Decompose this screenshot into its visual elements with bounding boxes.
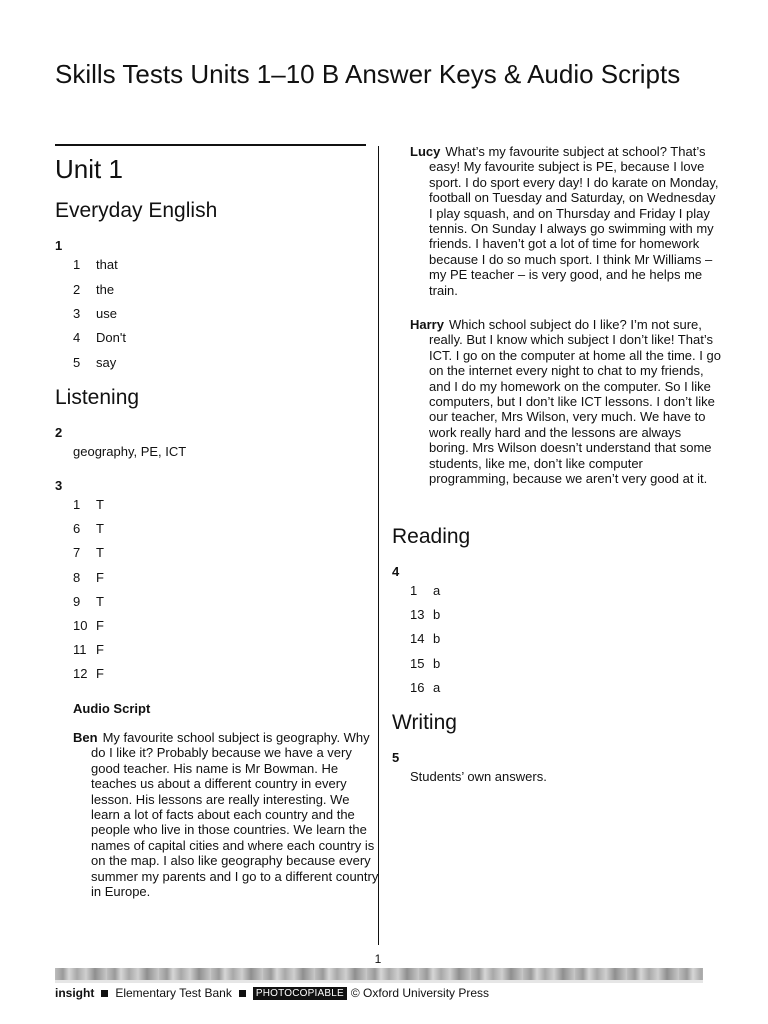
- answer-text: use: [96, 306, 117, 321]
- reading-heading: Reading: [392, 525, 471, 548]
- photocopiable-badge: PHOTOCOPIABLE: [253, 987, 347, 1000]
- answer-text: b: [433, 631, 441, 646]
- square-bullet-icon: [239, 990, 246, 997]
- speaker-name: Harry: [410, 317, 444, 332]
- answer-number: 1: [410, 583, 418, 598]
- answer-item: [73, 594, 104, 609]
- footer-image-band: [55, 968, 703, 980]
- footer: [55, 986, 489, 1000]
- footer-publisher: © Oxford University Press: [350, 986, 490, 1000]
- question-2-answer: geography, PE, ICT: [73, 444, 187, 459]
- answer-text: Don't: [96, 330, 126, 345]
- question-number-1: 1: [55, 238, 63, 253]
- answer-number: 14: [410, 631, 425, 646]
- answer-number: 1: [73, 497, 81, 512]
- answer-number: 3: [73, 306, 81, 321]
- answer-item: [410, 631, 440, 646]
- answer-text: a: [433, 583, 441, 598]
- answer-text: that: [96, 257, 118, 272]
- answer-number: 9: [73, 594, 81, 609]
- answer-item: [73, 257, 118, 272]
- speaker-name: Lucy: [410, 144, 441, 159]
- answer-number: 2: [73, 282, 81, 297]
- answer-number: 12: [73, 666, 88, 681]
- answer-text: T: [96, 545, 104, 560]
- answer-number: 11: [73, 642, 87, 657]
- speaker-text: My favourite school subject is geography. Why do I like it? Probably because we have a very good teacher. His name is Mr Bowman. He teaches us about a different country in every lesson. His lessons are really interesting. We learn a lot of facts about each country and the people who live in those countries. We learn the names of capital cities and where each country is on the map. I also like geography because every summer my parents and I go to a different country in Europe.: [91, 730, 379, 900]
- answer-item: [73, 521, 104, 536]
- answer-number: 16: [410, 680, 425, 695]
- square-bullet-icon: [101, 990, 108, 997]
- question-5-answer: Students’ own answers.: [410, 769, 547, 784]
- answer-text: T: [96, 521, 104, 536]
- answer-item: [410, 680, 440, 695]
- answer-number: 6: [73, 521, 81, 536]
- answer-number: 15: [410, 656, 425, 671]
- speaker-name: Ben: [73, 730, 98, 745]
- answer-item: [73, 570, 104, 585]
- answer-item: [73, 666, 104, 681]
- question-number-3: 3: [55, 478, 63, 493]
- answer-text: say: [96, 355, 117, 370]
- answer-text: T: [96, 594, 104, 609]
- answer-item: [73, 497, 104, 512]
- answer-item: [73, 618, 104, 633]
- answer-number: 4: [73, 330, 81, 345]
- script-paragraph-harry: [410, 317, 722, 486]
- answer-item: [73, 330, 126, 345]
- answer-number: 13: [410, 607, 425, 622]
- answer-item: [410, 656, 440, 671]
- question-number-5: 5: [392, 750, 400, 765]
- audio-script-heading: Audio Script: [73, 701, 151, 716]
- footer-book-title: Elementary Test Bank: [115, 986, 232, 1000]
- answer-text: F: [96, 666, 104, 681]
- answer-item: [73, 545, 104, 560]
- answer-number: 1: [73, 257, 81, 272]
- answer-item: [73, 355, 116, 370]
- answer-number: 7: [73, 545, 81, 560]
- answer-item: [410, 607, 440, 622]
- answer-text: b: [433, 656, 441, 671]
- answer-text: F: [96, 570, 104, 585]
- everyday-english-heading: Everyday English: [55, 199, 218, 222]
- unit-heading: Unit 1: [55, 154, 123, 184]
- footer-band-edge: [55, 980, 703, 983]
- answer-text: F: [96, 618, 104, 633]
- script-paragraph-ben: [73, 730, 381, 899]
- answer-number: 8: [73, 570, 81, 585]
- listening-heading: Listening: [55, 386, 140, 409]
- answer-number: 5: [73, 355, 81, 370]
- footer-brand: insight: [55, 986, 95, 1000]
- page-title: Skills Tests Units 1–10 B Answer Keys & Audio Scripts: [55, 59, 681, 89]
- answer-text: the: [96, 282, 115, 297]
- question-number-2: 2: [55, 425, 63, 440]
- answer-text: F: [96, 642, 104, 657]
- answer-item: [410, 583, 440, 598]
- writing-heading: Writing: [392, 711, 457, 734]
- speaker-text: Which school subject do I like? I’m not sure, really. But I know which subject I don’t like! That’s ICT. I go on the computer at home all the time. I go on the internet every night to chat to my friends, and I do my homework on the computer. So I like computers, but I don’t like ICT lessons. I don’t like our teacher, Mrs Wilson, very much. We have to work really hard and the lessons are always boring. Mrs Wilson doesn’t understand that some students, like me, don’t like computer programming, because we aren’t very good at it.: [429, 317, 721, 487]
- answer-item: [73, 282, 114, 297]
- answer-text: T: [96, 497, 104, 512]
- title-rule: [55, 144, 366, 146]
- speaker-text: What’s my favourite subject at school? That’s easy! My favourite subject is PE, because I love sport. I do sport every day! I do karate on Monday, football on Tuesday and Saturday, on Wednesday I play squash, and on Thursday and Friday I play tennis. On Sunday I always go swimming with my friends. I haven’t got a lot of time for homework because I do so much sport. I think Mr Williams – my PE teacher – is very good, and he helps me train.: [429, 144, 719, 298]
- page-number: 1: [374, 952, 382, 966]
- answer-item: [73, 642, 104, 657]
- question-number-4: 4: [392, 564, 400, 579]
- script-paragraph-lucy: [410, 144, 722, 298]
- answer-item: [73, 306, 117, 321]
- answer-text: a: [433, 680, 441, 695]
- answer-number: 10: [73, 618, 88, 633]
- answer-text: b: [433, 607, 441, 622]
